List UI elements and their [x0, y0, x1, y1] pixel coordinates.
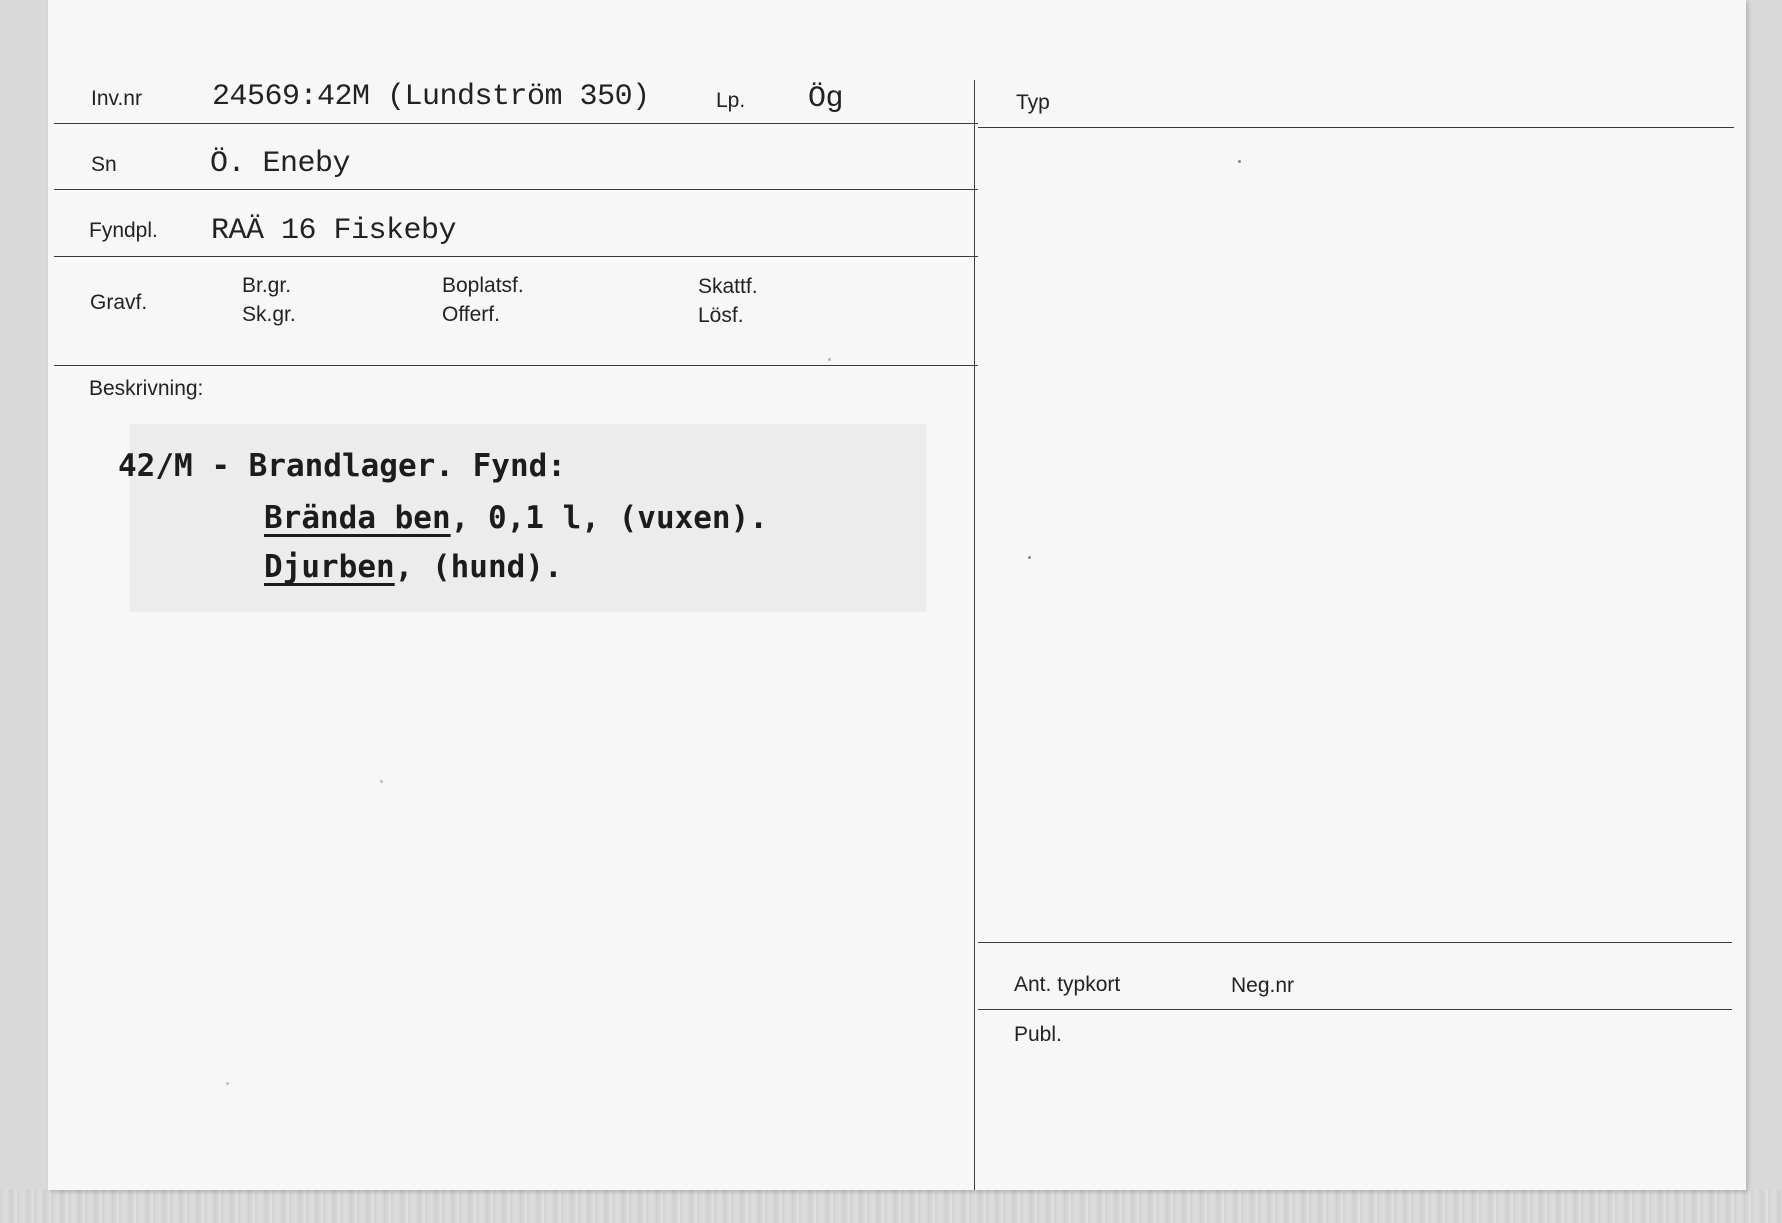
archive-card	[48, 0, 1746, 1190]
inv-value: 24569:42M (Lundström 350)	[212, 80, 650, 114]
column-divider	[974, 80, 975, 1190]
sn-label: Sn	[91, 153, 117, 176]
description-line-3	[264, 549, 563, 585]
skgr-label: Sk.gr.	[242, 303, 296, 326]
description-line-1	[118, 448, 566, 484]
find-djurben-detail: , (hund).	[394, 549, 563, 585]
skattf-label: Skattf.	[698, 275, 758, 298]
beskrivning-label: Beskrivning:	[89, 377, 204, 400]
paper-speck	[226, 1082, 229, 1085]
divider-fyndpl	[54, 256, 978, 257]
losf-label: Lösf.	[698, 304, 744, 327]
boplatsf-label: Boplatsf.	[442, 274, 524, 297]
divider-inv	[54, 123, 978, 124]
offerf-label: Offerf.	[442, 303, 500, 326]
description-heading: Brandlager. Fynd:	[248, 448, 566, 484]
fyndpl-value: RAÄ 16 Fiskeby	[211, 214, 457, 248]
paper-speck	[1028, 556, 1031, 559]
lp-label: Lp.	[716, 89, 746, 112]
divider-typ	[978, 127, 1734, 128]
lp-value: Ög	[808, 82, 844, 116]
description-line-2	[264, 500, 768, 536]
paper-speck	[828, 358, 831, 361]
typ-label: Typ	[1016, 91, 1050, 114]
find-djurben: Djurben	[264, 549, 395, 585]
divider-sn	[54, 189, 978, 190]
ant-typkort-label: Ant. typkort	[1014, 973, 1121, 996]
brgr-label: Br.gr.	[242, 274, 292, 297]
paper-speck	[1238, 160, 1241, 163]
description-prefix: 42/M -	[118, 448, 249, 484]
background-strip	[0, 1190, 1782, 1223]
paper-speck	[380, 780, 383, 783]
divider-publ-top	[978, 1009, 1732, 1010]
gravf-label: Gravf.	[90, 291, 148, 314]
fyndpl-label: Fyndpl.	[89, 219, 158, 242]
negnr-label: Neg.nr	[1231, 974, 1295, 997]
find-branda-ben: Brända ben	[264, 500, 451, 536]
find-branda-ben-detail: , 0,1 l, (vuxen).	[450, 500, 768, 536]
sn-value: Ö. Eneby	[210, 147, 351, 181]
divider-typkort-top	[978, 942, 1732, 943]
publ-label: Publ.	[1014, 1023, 1062, 1046]
divider-gravf	[54, 365, 978, 366]
inv-label: Inv.nr	[91, 87, 142, 110]
